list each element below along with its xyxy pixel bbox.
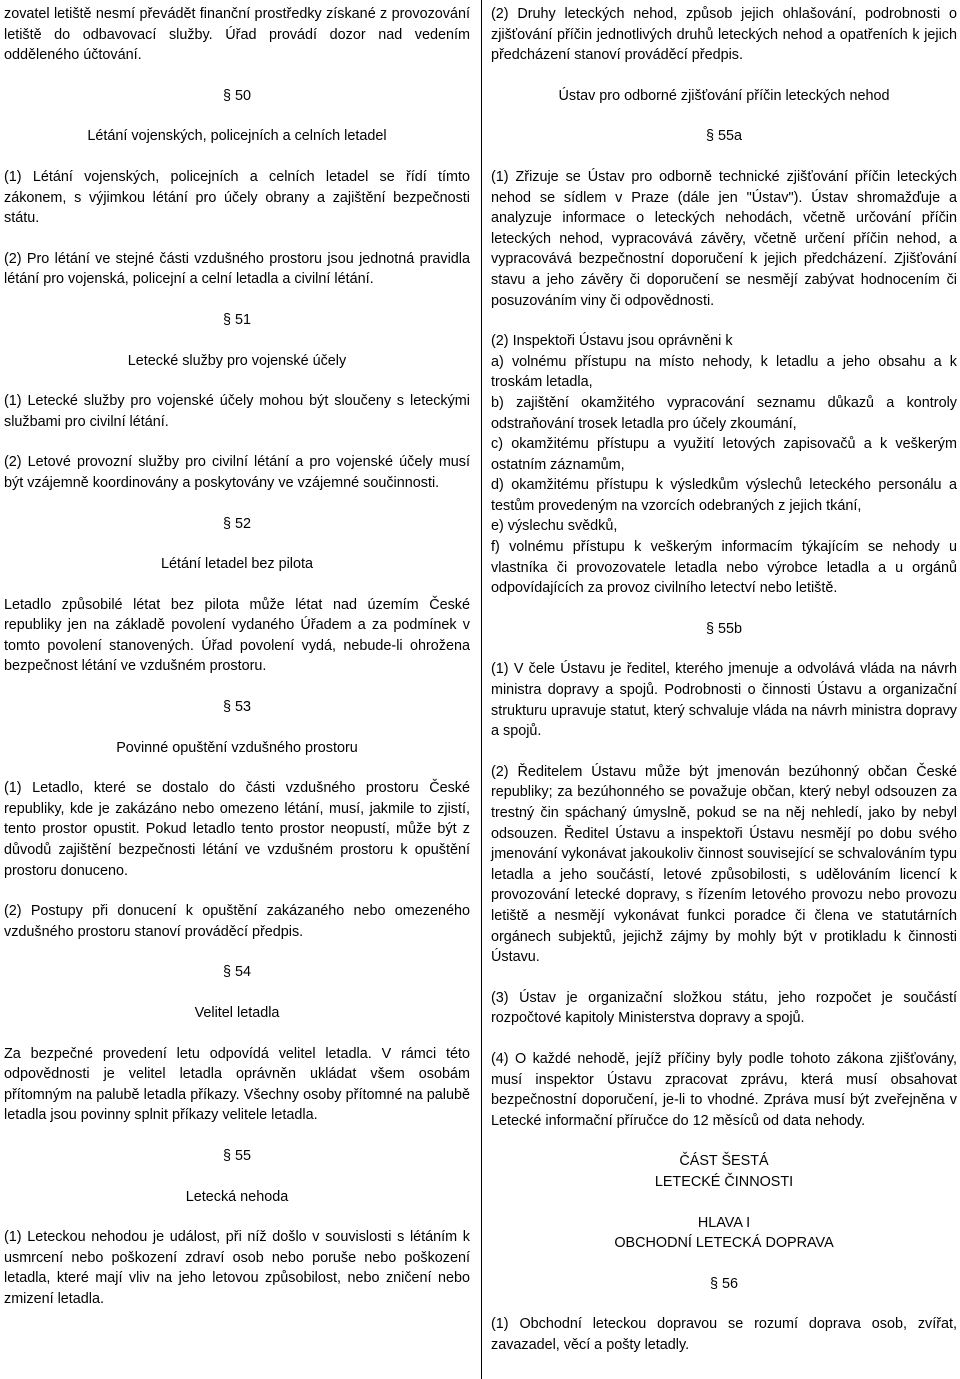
section-51-title: Letecké služby pro vojenské účely — [127, 352, 347, 369]
section-54-number: § 54 — [222, 964, 251, 981]
section-50-paragraph-1: (1) Létání vojenských, policejních a celních letadel se řídí tímto zákonem, s výjimkou létání pro účely obrany a zajištění bezpečnosti státu. — [4, 168, 470, 227]
section-55a-item-d: d) okamžitému přístupu k výsledkům výslechů leteckého personálu a testům provedeným na vzorcích odebraných z jejich tkání, — [491, 477, 957, 514]
section-50-title: Létání vojenských, policejních a celních letadel — [87, 128, 387, 145]
left-column — [4, 4, 470, 1310]
section-51-paragraph-2: (2) Letové provozní služby pro civilní létání a pro vojenské účely musí být vzájemně koordinovány a poskytovány ve vzájemné součinnosti. — [4, 454, 470, 491]
section-53-title: Povinné opuštění vzdušného prostoru — [116, 739, 358, 756]
section-50-paragraph-2: (2) Pro létání ve stejné části vzdušného prostoru jsou jednotná pravidla létání pro vojenská, policejní a celní letadla a civilní létání. — [4, 250, 470, 288]
section-53-paragraph-2: (2) Postupy při donucení k opuštění zakázaného nebo omezeného vzdušného prostoru stanoví prováděcí předpis. — [4, 903, 470, 940]
part-six-number: ČÁST ŠESTÁ — [679, 1153, 769, 1170]
head-one-title: OBCHODNÍ LETECKÁ DOPRAVA — [614, 1235, 834, 1252]
section-55b-paragraph-4: (4) O každé nehodě, jejíž příčiny byly podle tohoto zákona zjišťovány, musí inspektor Ústavu zpracovat zprávu, která musí obsahovat bezpečnostní doporučení, je-li to vhodné. Zpráva musí být zveřejněna v Letecké informační příručce do 12 měsíců od data nehody. — [491, 1050, 957, 1129]
section-54-paragraph-1: Za bezpečné provedení letu odpovídá velitel letadla. V rámci této odpovědnosti je velitel letadla oprávněn ukládat všem osobám přítomným na palubě letadla příkazy. Všechny osoby přítomné na palubě letadla jsou povinny splnit příkazy velitele letadla. — [4, 1045, 470, 1124]
section-55a-item-a: a) volnému přístupu na místo nehody, k letadlu a jeho obsahu a k troskám letadla, — [491, 353, 957, 391]
section-55b-paragraph-2: (2) Ředitelem Ústavu může být jmenován bezúhonný občan České republiky; za bezúhonného se považuje občan, který nebyl odsouzen za trestný čin spáchaný úmyslně, pokud se na něj nehledí, jako by nebyl odsouzen. Ředitel Ústavu a inspektoři Ústavu nesmějí po dobu svého jmenování vykonávat jakoukoliv činnost související se schvalováním typu letadla a jeho součástí, letové způsobilosti, s udělováním licencí k provozování letecké dopravy, s řízením letového provozu nebo provozu letiště a nesmějí vykonávat funkci poradce či člena ve statutárních orgánech subjektů, jejichž zájmy by mohly být v protikladu k činnosti Ústavu. — [491, 763, 957, 966]
section-53-number: § 53 — [222, 699, 251, 716]
section-55b-paragraph-3: (3) Ústav je organizační složkou státu, jeho rozpočet je součástí rozpočtové kapitoly Ministerstva dopravy a spojů. — [491, 989, 957, 1027]
section-55a-paragraph-2-intro: (2) Inspektoři Ústavu jsou oprávněni k — [491, 333, 733, 350]
section-56-paragraph-1: (1) Obchodní leteckou dopravou se rozumí doprava osob, zvířat, zavazadel, věcí a pošty letadly. — [491, 1316, 957, 1353]
part-six-title: LETECKÉ ČINNOSTI — [654, 1173, 794, 1190]
section-54-title: Velitel letadla — [194, 1005, 280, 1021]
section-55a-item-c: c) okamžitému přístupu a využití letových zapisovačů a k veškerým ostatním záznamům, — [491, 436, 957, 473]
section-52-paragraph-1: Letadlo způsobilé létat bez pilota může létat nad územím České republiky jen na základě povolení vydaného Úřadem a za podmínek v tomto povolení stanovených. Úřad povolení vydá, nebude-li ohrožena bezpečnost létání ve vzdušném prostoru. — [4, 596, 470, 675]
right-intro-paragraph: (2) Druhy leteckých nehod, způsob jejich ohlašování, podrobnosti o zjišťování příčin jednotlivých druhů leteckých nehod a opatřeních k jejich předcházení stanoví prováděcí předpis. — [491, 6, 957, 64]
section-55a-item-b: b) zajištění okamžitého vypracování seznamu důkazů a kontroly odstraňování trosek letadla pro účely zkoumání, — [491, 394, 957, 432]
institute-heading: Ústav pro odborné zjišťování příčin leteckých nehod — [558, 87, 890, 104]
right-column — [491, 4, 957, 1355]
section-55a-number: § 55a — [705, 128, 742, 145]
section-52-title: Létání letadel bez pilota — [160, 556, 313, 573]
section-55b-number: § 55b — [705, 620, 742, 637]
head-one-heading — [491, 1213, 957, 1254]
section-56-number: § 56 — [709, 1275, 738, 1292]
section-55a-paragraph-1: (1) Zřizuje se Ústav pro odborně technické zjišťování příčin leteckých nehod se sídlem v Praze (dále jen "Ústav"). Ústav shromažďuje a analyzuje informace o leteckých nehodách, včetně určování příčin leteckých nehod, vypracovává závěry, včetně určení příčin nehod, a vypracovává bezpečnostní doporučení k jejich předcházení. Zjišťování stavu a jeho závěry či doporučení se nesmějí zabývat hodnocením či posuzováním viny či odpovědnosti. — [491, 168, 957, 309]
section-55a-item-f: f) volnému přístupu k veškerým informacím týkajícím se nehody u vlastníka či provozovatele letadla nebo výrobce letadla a u orgánů odpovídajících za provoz civilního letectví nebo letiště. — [491, 539, 957, 597]
section-51-paragraph-1: (1) Letecké služby pro vojenské účely mohou být sloučeny s leteckými službami pro civilní létání. — [4, 393, 470, 430]
section-55b-paragraph-1: (1) V čele Ústavu je ředitel, kterého jmenuje a odvolává vláda na návrh ministra dopravy a spojů. Podrobnosti o činnosti Ústavu a organizační strukturu upravuje statut, který schvaluje vláda na návrh ministra dopravy a spojů. — [491, 661, 957, 740]
section-55-title: Letecká nehoda — [185, 1188, 289, 1205]
section-50-number: § 50 — [222, 87, 251, 104]
section-55a-item-e: e) výslechu svědků, — [491, 518, 618, 535]
left-intro-paragraph: zovatel letiště nesmí převádět finanční prostředky získané z provozování letiště do odbavovací služby. Úřad provádí dozor nad vedením odděleného účtování. — [4, 6, 470, 64]
section-55-number: § 55 — [222, 1147, 251, 1164]
part-six-heading — [491, 1151, 957, 1192]
section-52-number: § 52 — [222, 515, 251, 532]
section-53-paragraph-1: (1) Letadlo, které se dostalo do části vzdušného prostoru České republiky, kde je zakázáno nebo omezeno létání, musí, jakmile to zjistí, tento prostor opustit. Pokud letadlo tento prostor neopustí, může být z důvodů zajištění bezpečnosti létání ve vzdušném prostoru k opuštění prostoru donuceno. — [4, 780, 470, 879]
section-55-paragraph-1: (1) Leteckou nehodou je událost, při níž došlo v souvislosti s létáním k usmrcení nebo poškození zdraví osob nebo poruše nebo poškození letadla, které mají vliv na jeho letovou způsobilost, nebo zničení nebo zmizení letadla. — [4, 1229, 470, 1307]
section-51-number: § 51 — [222, 311, 251, 328]
column-divider — [481, 0, 482, 1379]
head-one-number: HLAVA I — [697, 1214, 751, 1231]
